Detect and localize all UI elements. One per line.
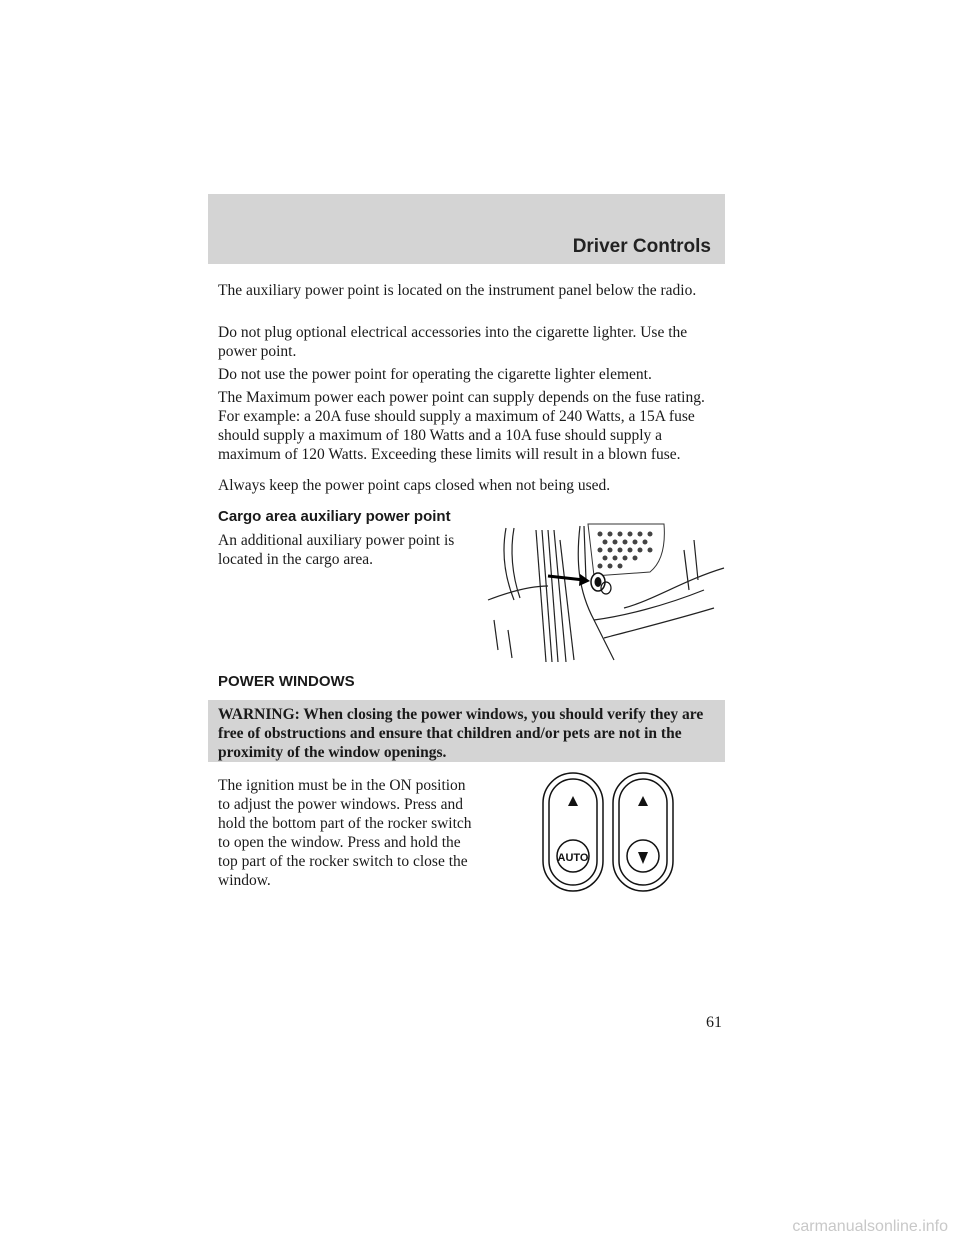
- section-header-band: [208, 194, 725, 264]
- page-number: 61: [706, 1014, 722, 1031]
- warning-box: [208, 700, 725, 762]
- paragraph-fuse-rating: The Maximum power each power point can supply depends on the fuse rating. For example: a 20A fuse should supply a maximum of 240 Watts, a 15A fuse should supply a maximum of 180 Watts and a 10A fuse should supply a maximum of 120 Watts. Exceeding these limits will result in a blown fuse.: [218, 389, 705, 463]
- window-switch-right: [613, 773, 673, 891]
- paragraph-lighter-element: Do not use the power point for operating the cigarette lighter element.: [218, 366, 652, 383]
- cargo-power-point-heading: Cargo area auxiliary power point: [218, 508, 451, 525]
- power-point-icon: [591, 573, 611, 594]
- arrow-icon: [548, 574, 590, 586]
- warning-text: WARNING: When closing the power windows, you should verify they are free of obstructions and ensure that children and/or pets are not in the proximity of the window openings.: [218, 706, 704, 761]
- window-switch-left: [543, 773, 603, 891]
- cargo-power-point-text: An additional auxiliary power point is located in the cargo area.: [218, 532, 455, 568]
- window-switch-illustration: [540, 770, 690, 894]
- auto-label: AUTO: [557, 852, 589, 864]
- section-title: Driver Controls: [572, 236, 711, 257]
- paragraph-power-point-location: The auxiliary power point is located on the instrument panel below the radio.: [218, 282, 697, 299]
- paragraph-cigarette-lighter-warning: Do not plug optional electrical accessories into the cigarette lighter. Use the power point.: [218, 324, 688, 360]
- power-windows-heading: POWER WINDOWS: [218, 673, 355, 690]
- footer-watermark: carmanualsonline.info: [792, 1218, 948, 1235]
- paragraph-keep-caps-closed: Always keep the power point caps closed when not being used.: [218, 477, 611, 494]
- cargo-power-point-illustration: [484, 520, 728, 662]
- power-windows-text: The ignition must be in the ON position to adjust the power windows. Press and hold the bottom part of the rocker switch to open the window. Press and hold the top part of the rocker switch to close the window.: [218, 777, 472, 889]
